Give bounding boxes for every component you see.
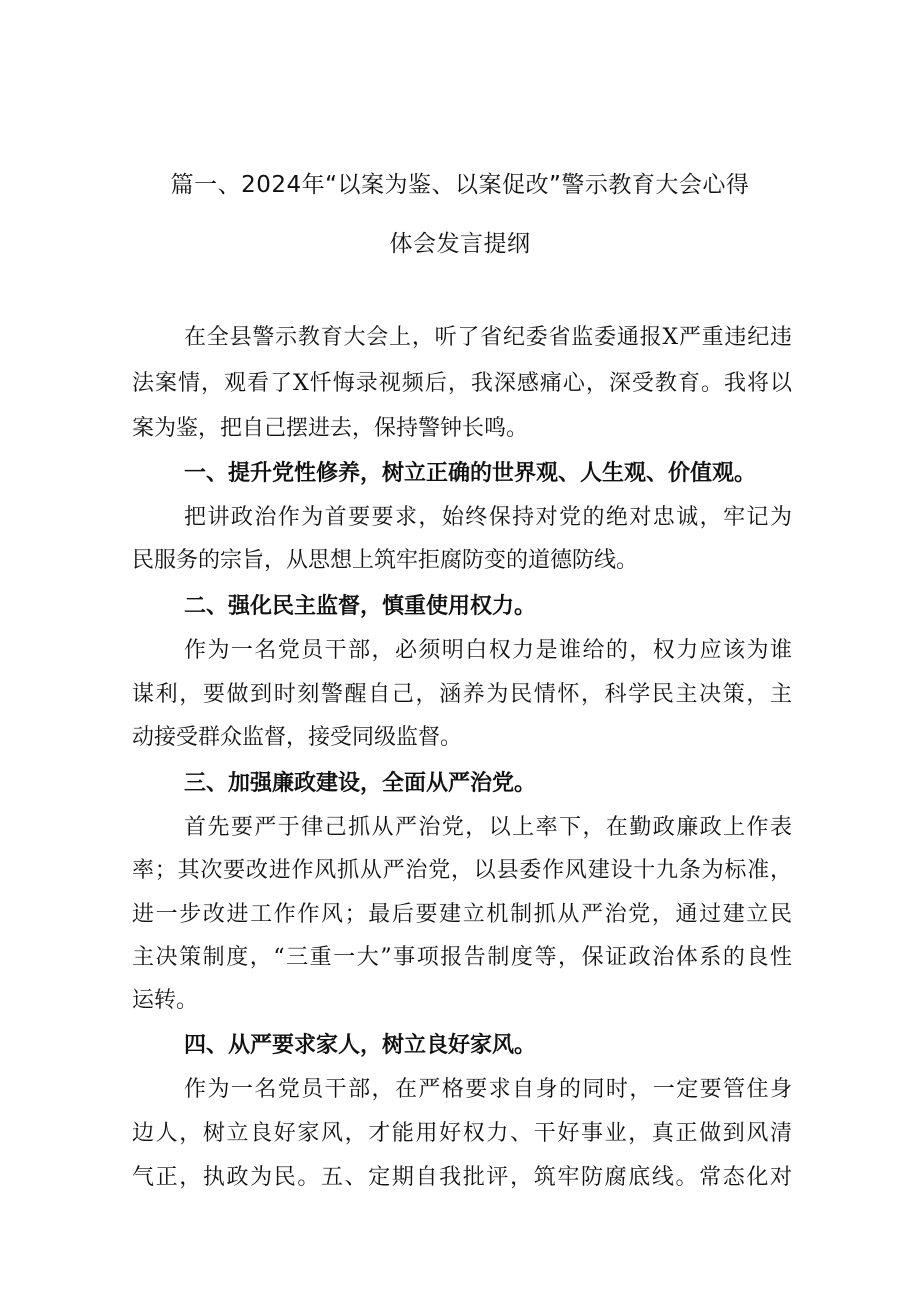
document-title-line-2: 体会发言提纲 [389,231,531,257]
intro-line-3: 案为鉴，把自己摆进去，保持警钟长鸣。 [132,416,529,441]
section-1-heading: 一、提升党性修养，树立正确的世界观、人生观、价值观。 [184,461,757,486]
section-3-line-2: 率；其次要改进作风抓从严治党，以县委作风建设十九条为标准， [132,858,792,883]
document-title-line-1: 篇一、2024年“以案为鉴、以案促改”警示教育大会心得 [170,172,750,198]
section-2-heading: 二、强化民主监督，慎重使用权力。 [184,594,537,619]
section-2-line-1: 作为一名党员干部，必须明白权力是谁给的，权力应该为谁 [184,638,792,663]
section-1-line-2: 民服务的宗旨，从思想上筑牢拒腐防变的道德防线。 [132,548,639,573]
section-3-line-1: 首先要严于律己抓从严治党，以上率下，在勤政廉政上作表 [184,815,792,840]
section-4-heading: 四、从严要求家人，树立良好家风。 [184,1033,537,1058]
section-2-line-3: 动接受群众监督，接受同级监督。 [132,725,463,750]
section-1-line-1: 把讲政治作为首要要求，始终保持对党的绝对忠诚，牢记为 [184,505,792,530]
section-4-line-3: 气正，执政为民。五、定期自我批评，筑牢防腐底线。常态化对 [132,1165,792,1190]
section-4-line-1: 作为一名党员干部，在严格要求自身的同时，一定要管住身 [184,1077,792,1102]
section-3-line-4: 主决策制度，“三重一大”事项报告制度等，保证政治体系的良性 [132,945,792,970]
section-3-heading: 三、加强廉政建设，全面从严治党。 [184,771,537,796]
section-4-line-2: 边人，树立良好家风，才能用好权力、干好事业，真正做到风清 [132,1121,792,1146]
intro-line-2: 法案情，观看了X忏悔录视频后，我深感痛心，深受教育。我将以 [132,371,792,396]
section-2-line-2: 谋利，要做到时刻警醒自己，涵养为民情怀，科学民主决策，主 [132,682,792,707]
section-3-line-3: 进一步改进工作作风；最后要建立机制抓从严治党，通过建立民 [132,902,792,927]
section-3-line-5: 运转。 [132,988,199,1013]
intro-line-1: 在全县警示教育大会上，听了省纪委省监委通报X严重违纪违 [184,325,792,350]
